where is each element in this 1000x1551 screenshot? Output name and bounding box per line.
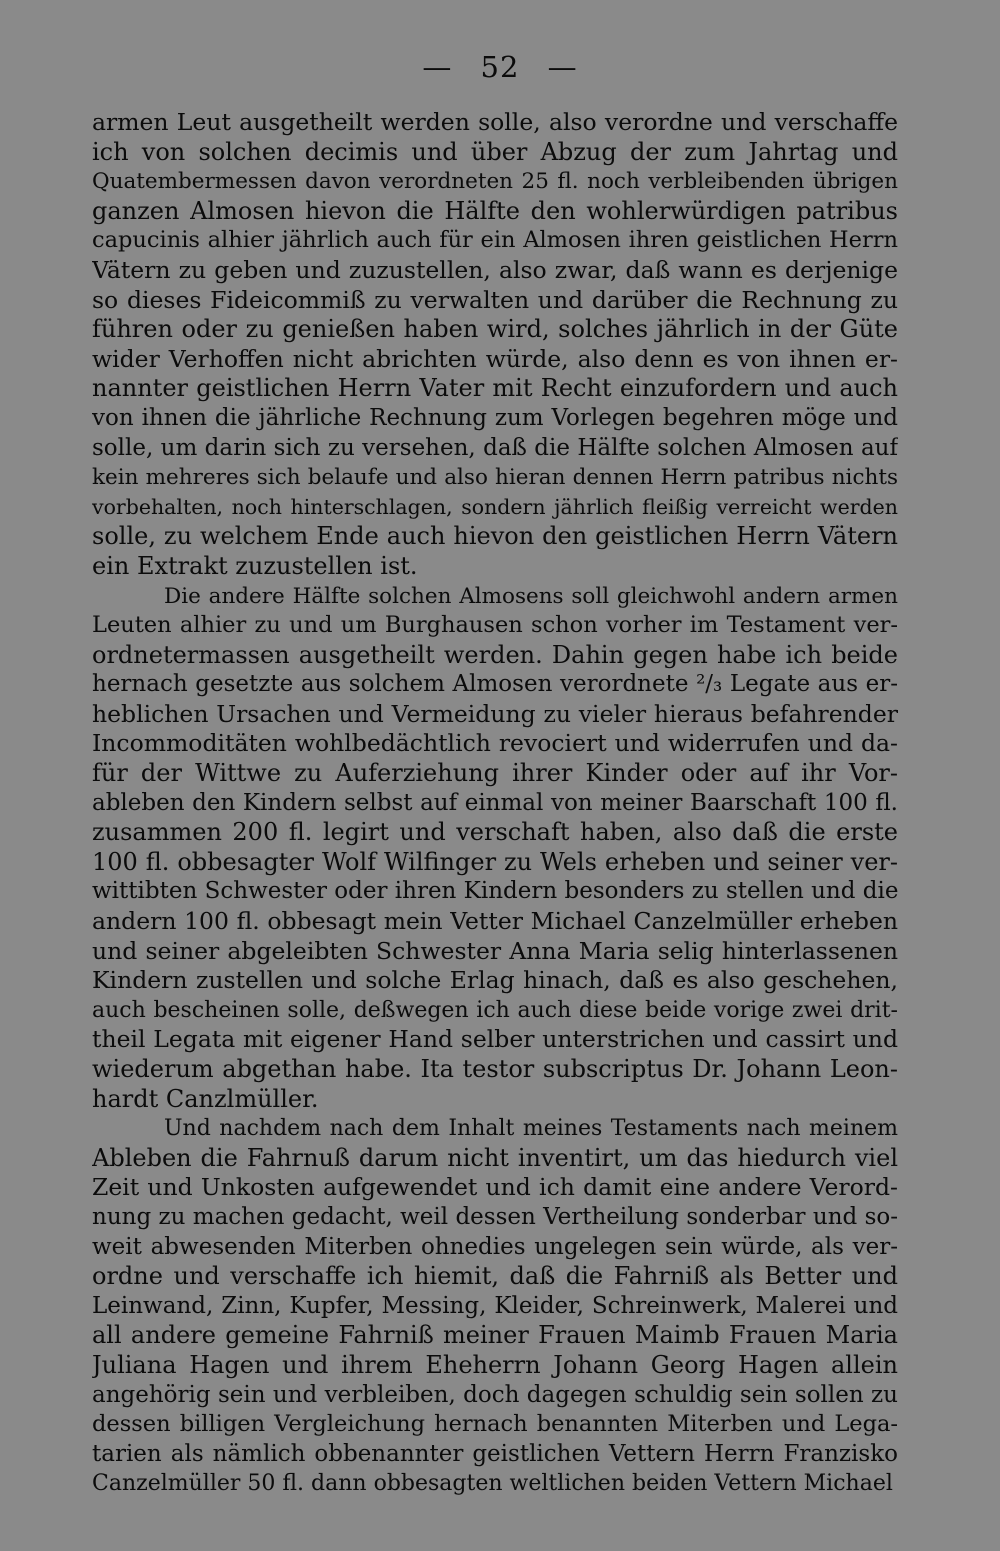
text-line: so dieses Fideicommiß zu verwalten und darüber die Rechnung zu bbox=[92, 285, 898, 314]
paragraph bbox=[92, 1114, 898, 1499]
text-line: angehörig sein und verbleiben, doch dagegen schuldig sein sollen zu bbox=[92, 1381, 898, 1408]
text-line: solle, um darin sich zu versehen, daß die Hälfte solchen Almosen auf bbox=[92, 434, 898, 461]
text-line: nannter geistlichen Herrn Vater mit Recht einzufordern und auch bbox=[92, 374, 898, 403]
text-line: armen Leut ausgetheilt werden solle, also verordne und verschaffe bbox=[92, 108, 898, 136]
text-line: vorbehalten, noch hinterschlagen, sondern jährlich fleißig verreicht werden bbox=[92, 494, 898, 519]
text-line: tarien als nämlich obbenannter geistlichen Vettern Herrn Franzisko bbox=[92, 1440, 898, 1467]
text-line: dessen billigen Vergleichung hernach benannten Miterben und Lega- bbox=[92, 1411, 898, 1438]
page-number bbox=[0, 50, 1000, 84]
text-line: all andere gemeine Fahrniß meiner Frauen Maimb Frauen Maria bbox=[92, 1321, 898, 1350]
text-line: Canzelmüller 50 fl. dann obbesagten weltlichen beiden Vettern Michael bbox=[92, 1471, 893, 1497]
text-line: hardt Canzlmüller. bbox=[92, 1084, 319, 1113]
text-line: Juliana Hagen und ihrem Eheherrn Johann Georg Hagen allein bbox=[92, 1350, 898, 1379]
text-line: Vätern zu geben und zuzustellen, also zwar, daß wann es derjenige bbox=[92, 255, 898, 284]
text-line: solle, zu welchem Ende auch hievon den geistlichen Herrn Vätern bbox=[92, 522, 898, 551]
text-line: von ihnen die jährliche Rechnung zum Vorlegen begehren möge und bbox=[92, 404, 898, 431]
page-number-value: 52 bbox=[480, 50, 520, 84]
text-line: Quatembermessen davon verordneten 25 fl. noch verbleibenden übrigen bbox=[92, 169, 898, 195]
text-line: ordne und verschaffe ich hiemit, daß die Fahrniß als Better und bbox=[92, 1262, 898, 1291]
paragraph bbox=[92, 108, 898, 582]
text-line: ableben den Kindern selbst auf einmal von meiner Baarschaft 100 fl. bbox=[92, 789, 898, 816]
text-line: Und nachdem nach dem Inhalt meines Testaments nach meinem bbox=[164, 1116, 898, 1142]
text-line: wiederum abgethan habe. Ita testor subscriptus Dr. Johann Leon- bbox=[92, 1055, 898, 1083]
text-line: Zeit und Unkosten aufgewendet und ich damit eine andere Verord- bbox=[92, 1173, 898, 1202]
text-line: Leinwand, Zinn, Kupfer, Messing, Kleider, Schreinwerk, Malerei und bbox=[92, 1292, 898, 1319]
text-line: weit abwesenden Miterben ohnedies ungelegen sein würde, als ver- bbox=[92, 1233, 898, 1260]
text-line: ein Extrakt zuzustellen ist. bbox=[92, 551, 418, 580]
text-line: hernach gesetzte aus solchem Almosen verordnete ²/₃ Legate aus er- bbox=[92, 671, 898, 698]
text-line: Leuten alhier zu und um Burghausen schon vorher im Testament ver- bbox=[92, 612, 898, 639]
text-line: Incommoditäten wohlbedächtlich revociert und widerrufen und da- bbox=[92, 729, 898, 758]
text-line: wider Verhoffen nicht abrichten würde, also denn es von ihnen er- bbox=[92, 344, 898, 373]
text-line: ich von solchen decimis und über Abzug der zum Jahrtag und bbox=[92, 137, 898, 166]
text-line: führen oder zu genießen haben wird, solches jährlich in der Güte bbox=[92, 315, 898, 344]
text-line: Ableben die Fahrnuß darum nicht inventirt, um das hiedurch viel bbox=[92, 1143, 898, 1172]
text-line: nung zu machen gedacht, weil dessen Vertheilung sonderbar und so- bbox=[92, 1203, 898, 1230]
text-line: Kindern zustellen und solche Erlag hinach, daß es also geschehen, bbox=[92, 966, 898, 995]
page-number-dash-right: — bbox=[547, 50, 578, 84]
body-text bbox=[92, 108, 898, 1499]
text-line: heblichen Ursachen und Vermeidung zu vieler hieraus befahrender bbox=[92, 699, 898, 728]
page-number-dash-left: — bbox=[422, 50, 453, 84]
text-line: und seiner abgeleibten Schwester Anna Maria selig hinterlassenen bbox=[92, 936, 898, 965]
text-line: ordnetermassen ausgetheilt werden. Dahin gegen habe ich beide bbox=[92, 640, 898, 669]
text-line: capucinis alhier jährlich auch für ein Almosen ihren geistlichen Herrn bbox=[92, 227, 898, 254]
paragraph bbox=[92, 582, 898, 1115]
text-line: andern 100 fl. obbesagt mein Vetter Michael Canzelmüller erheben bbox=[92, 907, 898, 936]
text-line: für der Wittwe zu Auferziehung ihrer Kinder oder auf ihr Vor- bbox=[92, 759, 898, 788]
text-line: 100 fl. obbesagter Wolf Wilfinger zu Wels erheben und seiner ver- bbox=[92, 847, 898, 876]
text-line: Die andere Hälfte solchen Almosens soll gleichwohl andern armen bbox=[164, 583, 898, 609]
text-line: auch bescheinen solle, deßwegen ich auch diese beide vorige zwei drit- bbox=[92, 997, 898, 1023]
text-line: theil Legata mit eigener Hand selber unterstrichen und cassirt und bbox=[92, 1025, 898, 1054]
text-line: kein mehreres sich belaufe und also hieran dennen Herrn patribus nichts bbox=[92, 465, 898, 491]
text-line: ganzen Almosen hievon die Hälfte den wohlerwürdigen patribus bbox=[92, 196, 898, 225]
text-line: wittibten Schwester oder ihren Kindern besonders zu stellen und die bbox=[92, 878, 898, 905]
text-line: zusammen 200 fl. legirt und verschaft haben, also daß die erste bbox=[92, 818, 898, 847]
